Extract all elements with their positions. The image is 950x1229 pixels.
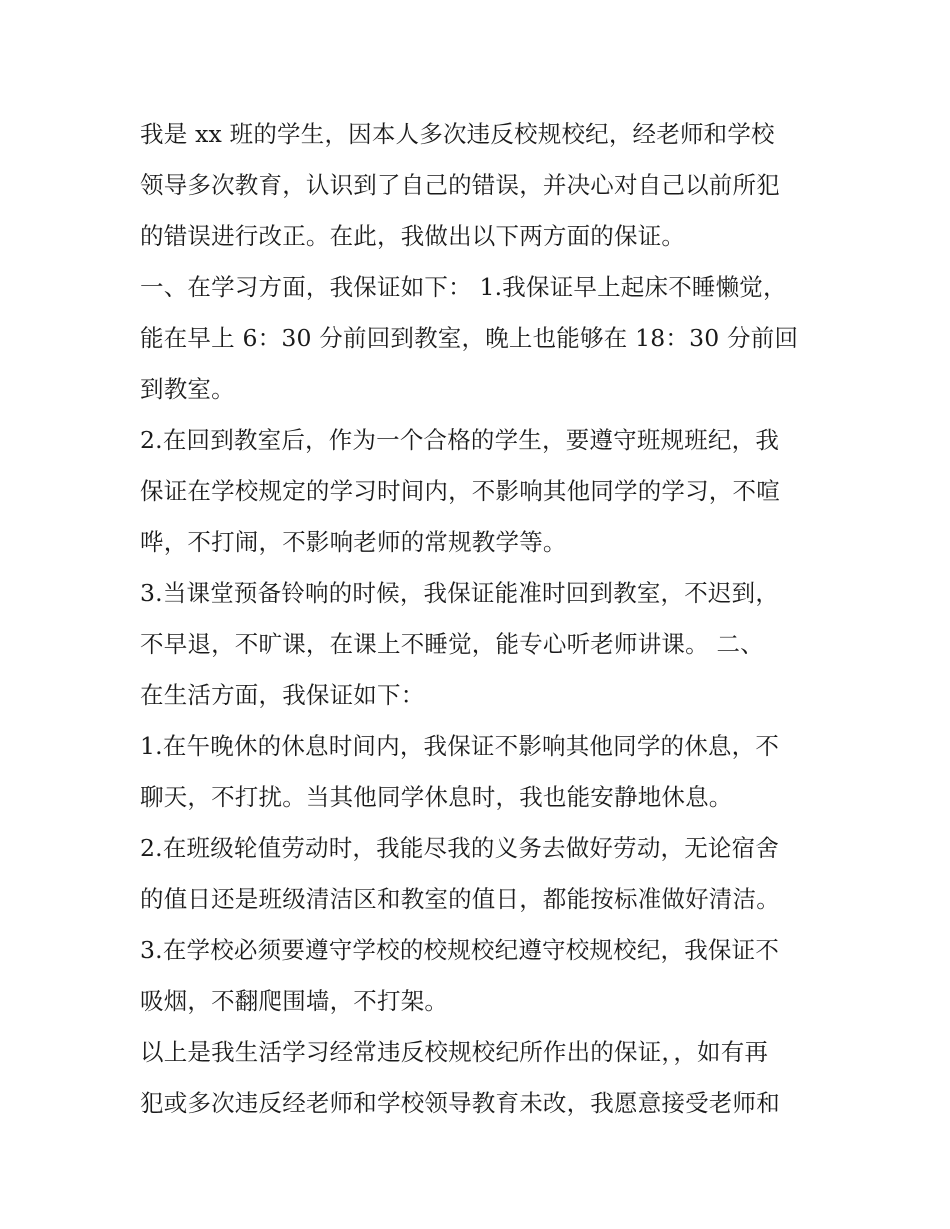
text-line: 1.在午晚休的休息时间内，我保证不影响其他同学的休息，不 xyxy=(140,732,780,760)
text-line: 2.在班级轮值劳动时，我能尽我的义务去做好劳动，无论宿舍 xyxy=(140,834,780,862)
text-line: 2.在回到教室后，作为一个合格的学生，要遵守班规班纪，我 xyxy=(140,426,780,454)
text-line: 不早退，不旷课，在课上不睡觉，能专心听老师讲课。 二、 xyxy=(140,630,764,658)
text-line: 到教室。 xyxy=(140,375,235,403)
text-line: 领导多次教育，认识到了自己的错误，并决心对自己以前所犯 xyxy=(140,171,780,199)
text-line: 聊天，不打扰。当其他同学休息时，我也能安静地休息。 xyxy=(140,783,733,811)
text-line: 在生活方面，我保证如下： xyxy=(140,681,425,709)
document-body xyxy=(140,109,820,1129)
text-line: 的值日还是班级清洁区和教室的值日，都能按标准做好清洁。 xyxy=(140,885,780,913)
text-line: 3.当课堂预备铃响的时候，我保证能准时回到教室，不迟到， xyxy=(140,579,780,607)
text-line: 吸烟，不翻爬围墙，不打架。 xyxy=(140,987,449,1015)
text-line: 我是 xx 班的学生，因本人多次违反校规校纪，经老师和学校 xyxy=(140,120,775,148)
text-line: 保证在学校规定的学习时间内，不影响其他同学的学习，不喧 xyxy=(140,477,780,505)
text-line: 一、在学习方面，我保证如下： 1.我保证早上起床不睡懒觉， xyxy=(140,273,787,301)
text-line: 能在早上 6：30 分前回到教室，晚上也能够在 18：30 分前回 xyxy=(140,324,799,352)
text-line: 以上是我生活学习经常违反校规校纪所作出的保证，，如有再 xyxy=(140,1038,769,1066)
text-line: 哗，不打闹，不影响老师的常规教学等。 xyxy=(140,528,567,556)
text-line: 犯或多次违反经老师和学校领导教育未改，我愿意接受老师和 xyxy=(140,1089,780,1117)
text-line: 3.在学校必须要遵守学校的校规校纪遵守校规校纪，我保证不 xyxy=(140,936,780,964)
text-line: 的错误进行改正。在此，我做出以下两方面的保证。 xyxy=(140,222,686,250)
